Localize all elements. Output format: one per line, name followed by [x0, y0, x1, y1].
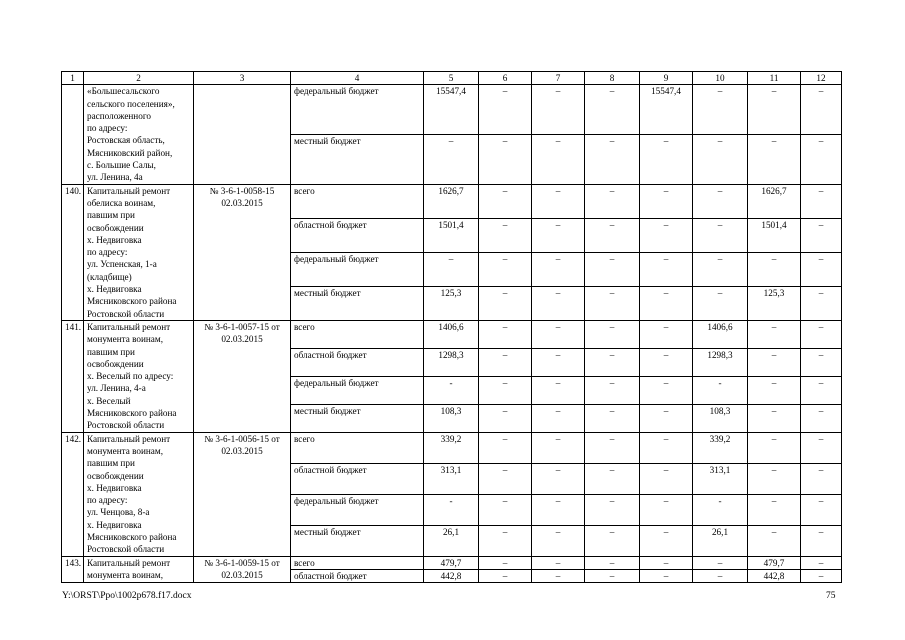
amount-cell: –: [801, 404, 842, 432]
amount-cell: –: [640, 252, 693, 286]
description-line: Капитальный ремонт: [87, 433, 171, 444]
object-description: [84, 320, 194, 432]
header-cell: 1: [62, 72, 84, 85]
object-description: [84, 85, 194, 184]
document-line: № 3-6-1-0057-15 от: [204, 321, 280, 332]
budget-table: [61, 71, 842, 583]
description-line: освобождении: [87, 470, 144, 481]
description-line: с. Большие Салы,: [87, 160, 156, 171]
amount-cell: –: [585, 404, 640, 432]
page-number: 75: [826, 591, 836, 601]
amount-cell: –: [479, 134, 532, 184]
amount-cell: –: [801, 218, 842, 252]
amount-cell: –: [479, 432, 532, 463]
amount-cell: –: [801, 134, 842, 184]
amount-cell: –: [532, 432, 585, 463]
funding-source: всего: [291, 432, 424, 463]
description-line: ул. Ленина, 4-а: [87, 383, 146, 394]
amount-cell: –: [640, 348, 693, 376]
amount-cell: –: [748, 376, 801, 404]
amount-cell: –: [479, 569, 532, 582]
amount-cell: 1406,6: [424, 320, 479, 348]
amount-cell: –: [640, 134, 693, 184]
description-line: ул. Ленина, 4а: [87, 172, 143, 183]
amount-cell: –: [585, 376, 640, 404]
header-cell: 6: [479, 72, 532, 85]
amount-cell: –: [585, 556, 640, 569]
amount-cell: 1626,7: [424, 184, 479, 218]
amount-cell: –: [748, 525, 801, 556]
amount-cell: –: [479, 320, 532, 348]
description-line: Ростовской области: [87, 544, 165, 555]
amount-cell: –: [748, 432, 801, 463]
description-line: х. Недвиговка: [87, 482, 142, 493]
amount-cell: –: [693, 569, 748, 582]
amount-cell: –: [640, 218, 693, 252]
amount-cell: –: [693, 134, 748, 184]
amount-cell: 1501,4: [424, 218, 479, 252]
document-line: 02.03.2015: [221, 569, 263, 580]
amount-cell: 1298,3: [693, 348, 748, 376]
amount-cell: 125,3: [424, 286, 479, 320]
document-line: 02.03.2015: [221, 445, 263, 456]
description-line: сельского поселения»,: [87, 98, 175, 109]
amount-cell: 108,3: [424, 404, 479, 432]
amount-cell: –: [748, 348, 801, 376]
amount-cell: –: [479, 85, 532, 135]
amount-cell: -: [693, 494, 748, 525]
table-row: [62, 320, 842, 348]
description-line: павшим при: [87, 458, 135, 469]
amount-cell: 15547,4: [640, 85, 693, 135]
amount-cell: –: [532, 463, 585, 494]
header-cell: 8: [585, 72, 640, 85]
amount-cell: –: [640, 320, 693, 348]
amount-cell: –: [479, 556, 532, 569]
amount-cell: –: [532, 320, 585, 348]
funding-source: федеральный бюджет: [291, 252, 424, 286]
document-reference: [194, 320, 291, 432]
header-cell: 9: [640, 72, 693, 85]
description-line: х. Веселый: [87, 395, 131, 406]
amount-cell: –: [585, 525, 640, 556]
amount-cell: –: [479, 348, 532, 376]
amount-cell: –: [585, 134, 640, 184]
amount-cell: –: [748, 252, 801, 286]
description-line: Мясниковский район,: [87, 147, 173, 158]
amount-cell: –: [801, 525, 842, 556]
amount-cell: -: [693, 376, 748, 404]
amount-cell: –: [640, 494, 693, 525]
amount-cell: –: [532, 494, 585, 525]
footer-file-path: Y:\ORST\Ppo\1002p678.f17.docx: [62, 591, 192, 601]
amount-cell: –: [748, 404, 801, 432]
table-row: [62, 556, 842, 569]
funding-source: федеральный бюджет: [291, 494, 424, 525]
document-reference: [194, 556, 291, 583]
amount-cell: 442,8: [748, 569, 801, 582]
description-line: х. Недвиговка: [87, 234, 142, 245]
amount-cell: –: [532, 525, 585, 556]
description-line: Ростовская область,: [87, 135, 165, 146]
amount-cell: 1406,6: [693, 320, 748, 348]
amount-cell: –: [479, 494, 532, 525]
amount-cell: –: [479, 525, 532, 556]
amount-cell: –: [479, 463, 532, 494]
amount-cell: –: [748, 320, 801, 348]
amount-cell: –: [424, 134, 479, 184]
amount-cell: 339,2: [424, 432, 479, 463]
description-line: Капитальный ремонт: [87, 321, 171, 332]
amount-cell: 1298,3: [424, 348, 479, 376]
amount-cell: –: [693, 252, 748, 286]
amount-cell: 313,1: [693, 463, 748, 494]
document-line: № 3-6-1-0058-15: [209, 185, 275, 196]
amount-cell: –: [801, 494, 842, 525]
funding-source: федеральный бюджет: [291, 376, 424, 404]
amount-cell: –: [532, 569, 585, 582]
amount-cell: –: [585, 218, 640, 252]
description-line: по адресу:: [87, 495, 128, 506]
amount-cell: –: [640, 463, 693, 494]
amount-cell: –: [801, 463, 842, 494]
amount-cell: 313,1: [424, 463, 479, 494]
funding-source: всего: [291, 556, 424, 569]
funding-source: областной бюджет: [291, 463, 424, 494]
table-row: [62, 85, 842, 135]
document-line: 02.03.2015: [221, 334, 263, 345]
description-line: по адресу:: [87, 123, 128, 134]
amount-cell: –: [748, 85, 801, 135]
amount-cell: –: [640, 569, 693, 582]
object-description: [84, 556, 194, 583]
amount-cell: –: [801, 376, 842, 404]
amount-cell: –: [532, 556, 585, 569]
description-line: «Большесальского: [87, 86, 160, 97]
header-cell: 11: [748, 72, 801, 85]
amount-cell: –: [479, 286, 532, 320]
description-line: монумента воинам,: [87, 445, 163, 456]
amount-cell: –: [479, 218, 532, 252]
description-line: Мясниковского района: [87, 531, 177, 542]
amount-cell: –: [585, 348, 640, 376]
header-cell: 7: [532, 72, 585, 85]
amount-cell: –: [532, 184, 585, 218]
funding-source: всего: [291, 320, 424, 348]
description-line: павшим при: [87, 346, 135, 357]
amount-cell: –: [640, 525, 693, 556]
amount-cell: –: [801, 348, 842, 376]
amount-cell: –: [585, 85, 640, 135]
description-line: расположенного: [87, 110, 151, 121]
amount-cell: –: [640, 556, 693, 569]
funding-source: областной бюджет: [291, 218, 424, 252]
amount-cell: –: [693, 184, 748, 218]
amount-cell: –: [585, 252, 640, 286]
header-cell: 4: [291, 72, 424, 85]
object-description: [84, 184, 194, 320]
amount-cell: -: [424, 494, 479, 525]
document-line: 02.03.2015: [221, 197, 263, 208]
amount-cell: –: [532, 218, 585, 252]
description-line: (кладбище): [87, 271, 132, 282]
description-line: Мясниковского района: [87, 408, 177, 419]
description-line: х. Недвиговка: [87, 519, 142, 530]
amount-cell: 339,2: [693, 432, 748, 463]
amount-cell: –: [693, 286, 748, 320]
row-number: 140.: [62, 184, 84, 320]
amount-cell: 479,7: [424, 556, 479, 569]
header-cell: 10: [693, 72, 748, 85]
description-line: Мясниковского района: [87, 296, 177, 307]
document-line: № 3-6-1-0059-15 от: [204, 557, 280, 568]
amount-cell: -: [424, 376, 479, 404]
funding-source: местный бюджет: [291, 134, 424, 184]
description-line: ул. Ченцова, 8-а: [87, 507, 150, 518]
header-row: [62, 72, 842, 85]
amount-cell: –: [585, 463, 640, 494]
funding-source: местный бюджет: [291, 404, 424, 432]
amount-cell: –: [585, 184, 640, 218]
row-number: 142.: [62, 432, 84, 556]
amount-cell: –: [532, 85, 585, 135]
amount-cell: –: [801, 184, 842, 218]
funding-source: местный бюджет: [291, 286, 424, 320]
description-line: Капитальный ремонт: [87, 185, 171, 196]
description-line: освобождении: [87, 358, 144, 369]
description-line: Ростовской области: [87, 308, 165, 319]
header-cell: 3: [194, 72, 291, 85]
amount-cell: –: [693, 218, 748, 252]
description-line: Ростовской области: [87, 420, 165, 431]
amount-cell: –: [640, 184, 693, 218]
description-line: х. Недвиговка: [87, 284, 142, 295]
amount-cell: –: [693, 85, 748, 135]
description-line: ул. Успенская, 1-а: [87, 259, 157, 270]
funding-source: федеральный бюджет: [291, 85, 424, 135]
amount-cell: 479,7: [748, 556, 801, 569]
description-line: монумента воинам,: [87, 334, 163, 345]
document-reference: [194, 184, 291, 320]
row-number: 143.: [62, 556, 84, 583]
header-cell: 5: [424, 72, 479, 85]
amount-cell: –: [801, 569, 842, 582]
description-line: освобождении: [87, 222, 144, 233]
header-cell: 12: [801, 72, 842, 85]
description-line: по адресу:: [87, 247, 128, 258]
amount-cell: –: [801, 432, 842, 463]
amount-cell: –: [479, 252, 532, 286]
amount-cell: 15547,4: [424, 85, 479, 135]
description-line: павшим при: [87, 210, 135, 221]
amount-cell: –: [479, 404, 532, 432]
amount-cell: –: [585, 320, 640, 348]
amount-cell: –: [532, 376, 585, 404]
funding-source: областной бюджет: [291, 569, 424, 582]
document-reference: [194, 85, 291, 184]
amount-cell: –: [640, 286, 693, 320]
amount-cell: 1626,7: [748, 184, 801, 218]
document-reference: [194, 432, 291, 556]
amount-cell: –: [585, 286, 640, 320]
table-body: [62, 72, 842, 583]
amount-cell: 26,1: [693, 525, 748, 556]
amount-cell: 442,8: [424, 569, 479, 582]
amount-cell: 125,3: [748, 286, 801, 320]
amount-cell: –: [801, 252, 842, 286]
row-number: [62, 85, 84, 184]
amount-cell: –: [424, 252, 479, 286]
amount-cell: –: [801, 286, 842, 320]
amount-cell: –: [640, 376, 693, 404]
amount-cell: –: [801, 85, 842, 135]
header-cell: 2: [84, 72, 194, 85]
amount-cell: –: [532, 404, 585, 432]
amount-cell: –: [801, 556, 842, 569]
table-row: [62, 184, 842, 218]
description-line: монумента воинам,: [87, 569, 163, 580]
description-line: обелиска воинам,: [87, 197, 156, 208]
amount-cell: –: [640, 404, 693, 432]
amount-cell: –: [748, 134, 801, 184]
amount-cell: –: [532, 286, 585, 320]
amount-cell: 26,1: [424, 525, 479, 556]
amount-cell: 108,3: [693, 404, 748, 432]
amount-cell: –: [585, 569, 640, 582]
amount-cell: –: [479, 184, 532, 218]
funding-source: областной бюджет: [291, 348, 424, 376]
amount-cell: –: [532, 252, 585, 286]
amount-cell: –: [532, 348, 585, 376]
amount-cell: –: [748, 494, 801, 525]
amount-cell: –: [693, 556, 748, 569]
amount-cell: –: [532, 134, 585, 184]
document-line: № 3-6-1-0056-15 от: [204, 433, 280, 444]
funding-source: местный бюджет: [291, 525, 424, 556]
object-description: [84, 432, 194, 556]
amount-cell: –: [585, 432, 640, 463]
funding-source: всего: [291, 184, 424, 218]
row-number: 141.: [62, 320, 84, 432]
amount-cell: –: [479, 376, 532, 404]
amount-cell: 1501,4: [748, 218, 801, 252]
amount-cell: –: [585, 494, 640, 525]
table-row: [62, 432, 842, 463]
amount-cell: –: [801, 320, 842, 348]
description-line: Капитальный ремонт: [87, 557, 171, 568]
amount-cell: –: [748, 463, 801, 494]
amount-cell: –: [640, 432, 693, 463]
description-line: х. Веселый по адресу:: [87, 371, 174, 382]
